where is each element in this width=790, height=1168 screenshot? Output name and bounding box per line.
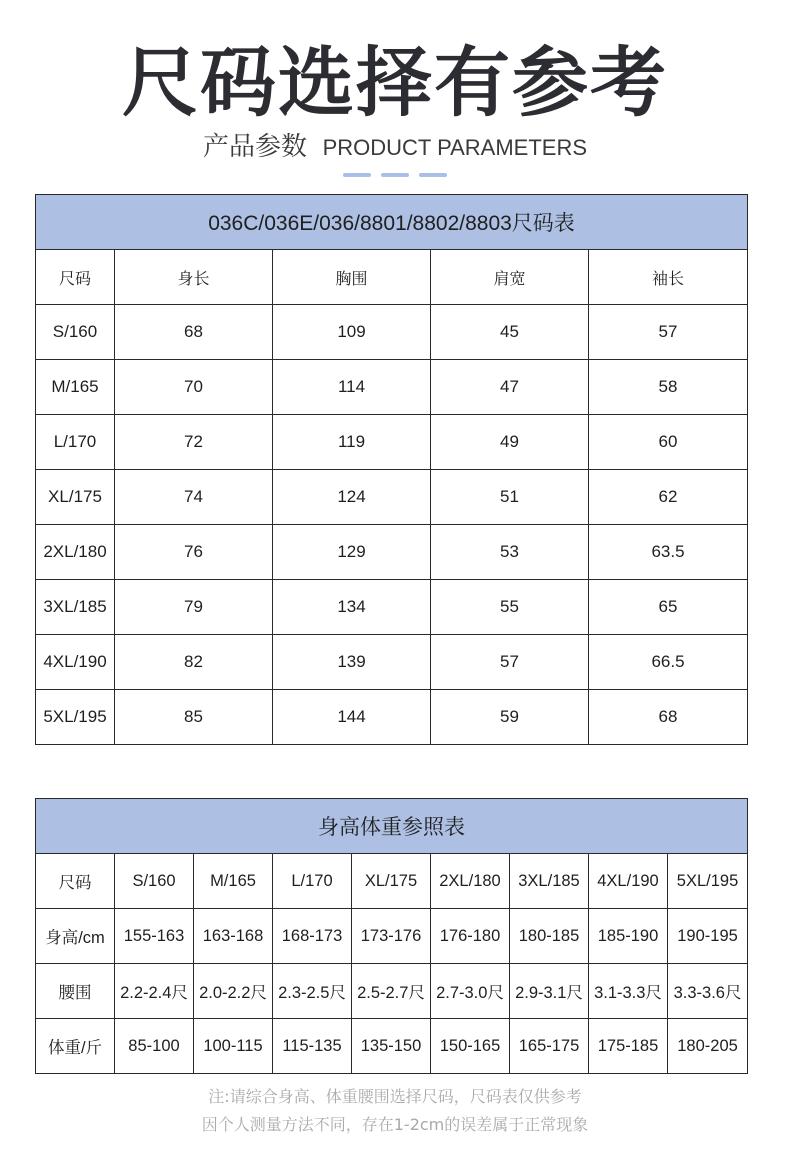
- table-cell: 57: [431, 635, 589, 690]
- table-cell: 68: [115, 305, 273, 360]
- table-cell: 68: [589, 690, 748, 745]
- table-cell: 180-205: [668, 1019, 748, 1074]
- page-title: 尺码选择有参考: [122, 38, 668, 127]
- table-row: [36, 580, 748, 635]
- table-cell: 155-163: [115, 909, 194, 964]
- table-cell: 3.1-3.3尺: [589, 964, 668, 1019]
- table-cell: 85-100: [115, 1019, 194, 1074]
- table-cell: 190-195: [668, 909, 748, 964]
- table-cell: 180-185: [510, 909, 589, 964]
- table-cell: 2XL/180: [431, 854, 510, 909]
- table-cell: 100-115: [194, 1019, 273, 1074]
- table-row: [36, 470, 748, 525]
- row-header: 腰围: [36, 964, 115, 1019]
- table-cell: 2.5-2.7尺: [352, 964, 431, 1019]
- table-cell: 85: [115, 690, 273, 745]
- table-cell: 109: [273, 305, 431, 360]
- table-cell: 66.5: [589, 635, 748, 690]
- table-cell: M/165: [36, 360, 115, 415]
- table-cell: L/170: [36, 415, 115, 470]
- row-header: 尺码: [36, 854, 115, 909]
- table-cell: 144: [273, 690, 431, 745]
- table-cell: 165-175: [510, 1019, 589, 1074]
- table-cell: 4XL/190: [589, 854, 668, 909]
- table-cell: M/165: [194, 854, 273, 909]
- page-subtitle: [0, 130, 790, 165]
- decorative-dashes: [343, 173, 447, 177]
- table-row: [36, 909, 748, 964]
- table-cell: 5XL/195: [668, 854, 748, 909]
- table-row: [36, 854, 748, 909]
- table-cell: 2.2-2.4尺: [115, 964, 194, 1019]
- table-row: [36, 360, 748, 415]
- table-cell: XL/175: [36, 470, 115, 525]
- height-weight-table-caption: 身高体重参照表: [36, 799, 748, 854]
- column-header: 肩宽: [431, 250, 589, 305]
- table-row: [36, 635, 748, 690]
- table-row: [36, 415, 748, 470]
- row-header: 体重/斤: [36, 1019, 115, 1074]
- table-cell: 47: [431, 360, 589, 415]
- dash-divider: [381, 173, 409, 177]
- subtitle-cn: 产品参数: [202, 132, 307, 162]
- table-cell: 51: [431, 470, 589, 525]
- table-cell: L/170: [273, 854, 352, 909]
- table-cell: 5XL/195: [36, 690, 115, 745]
- table-cell: 175-185: [589, 1019, 668, 1074]
- table-cell: S/160: [115, 854, 194, 909]
- table-cell: 163-168: [194, 909, 273, 964]
- table-cell: 57: [589, 305, 748, 360]
- table-cell: 3XL/185: [510, 854, 589, 909]
- table-cell: 72: [115, 415, 273, 470]
- table-cell: 45: [431, 305, 589, 360]
- table-cell: 139: [273, 635, 431, 690]
- table-cell: 2.9-3.1尺: [510, 964, 589, 1019]
- table-cell: 2XL/180: [36, 525, 115, 580]
- table-cell: XL/175: [352, 854, 431, 909]
- table-cell: S/160: [36, 305, 115, 360]
- table-cell: 58: [589, 360, 748, 415]
- footnote-line-2: 因个人测量方法不同，存在1-2cm的误差属于正常现象: [201, 1115, 589, 1134]
- table-cell: 76: [115, 525, 273, 580]
- table-cell: 4XL/190: [36, 635, 115, 690]
- table-cell: 70: [115, 360, 273, 415]
- table-cell: 74: [115, 470, 273, 525]
- table-cell: 173-176: [352, 909, 431, 964]
- dash-divider: [419, 173, 447, 177]
- table-cell: 115-135: [273, 1019, 352, 1074]
- table-cell: 59: [431, 690, 589, 745]
- size-table-header-row: [36, 250, 748, 305]
- table-cell: 119: [273, 415, 431, 470]
- size-table-caption: 036C/036E/036/8801/8802/8803尺码表: [36, 195, 748, 250]
- row-header: 身高/cm: [36, 909, 115, 964]
- footnote-line-1: 注:请综合身高、体重腰围选择尺码，尺码表仅供参考: [208, 1087, 582, 1106]
- table-cell: 60: [589, 415, 748, 470]
- table-cell: 135-150: [352, 1019, 431, 1074]
- table-row: [36, 305, 748, 360]
- table-cell: 82: [115, 635, 273, 690]
- size-table: [35, 194, 748, 745]
- table-cell: 63.5: [589, 525, 748, 580]
- column-header: 身长: [115, 250, 273, 305]
- table-cell: 2.7-3.0尺: [431, 964, 510, 1019]
- column-header: 袖长: [589, 250, 748, 305]
- height-weight-table: [35, 798, 748, 1074]
- table-cell: 79: [115, 580, 273, 635]
- table-cell: 2.0-2.2尺: [194, 964, 273, 1019]
- table-cell: 2.3-2.5尺: [273, 964, 352, 1019]
- table-cell: 168-173: [273, 909, 352, 964]
- table-cell: 150-165: [431, 1019, 510, 1074]
- table-row: [36, 525, 748, 580]
- table-cell: 185-190: [589, 909, 668, 964]
- table-cell: 3XL/185: [36, 580, 115, 635]
- table-cell: 129: [273, 525, 431, 580]
- table-cell: 55: [431, 580, 589, 635]
- table-cell: 62: [589, 470, 748, 525]
- table-cell: 3.3-3.6尺: [668, 964, 748, 1019]
- table-cell: 176-180: [431, 909, 510, 964]
- table-cell: 114: [273, 360, 431, 415]
- table-cell: 65: [589, 580, 748, 635]
- table-row: [36, 964, 748, 1019]
- table-cell: 53: [431, 525, 589, 580]
- column-header: 胸围: [273, 250, 431, 305]
- dash-divider: [343, 173, 371, 177]
- table-cell: 134: [273, 580, 431, 635]
- table-cell: 49: [431, 415, 589, 470]
- table-row: [36, 690, 748, 745]
- table-row: [36, 1019, 748, 1074]
- subtitle-en: PRODUCT PARAMETERS: [322, 135, 588, 160]
- table-cell: 124: [273, 470, 431, 525]
- column-header: 尺码: [36, 250, 115, 305]
